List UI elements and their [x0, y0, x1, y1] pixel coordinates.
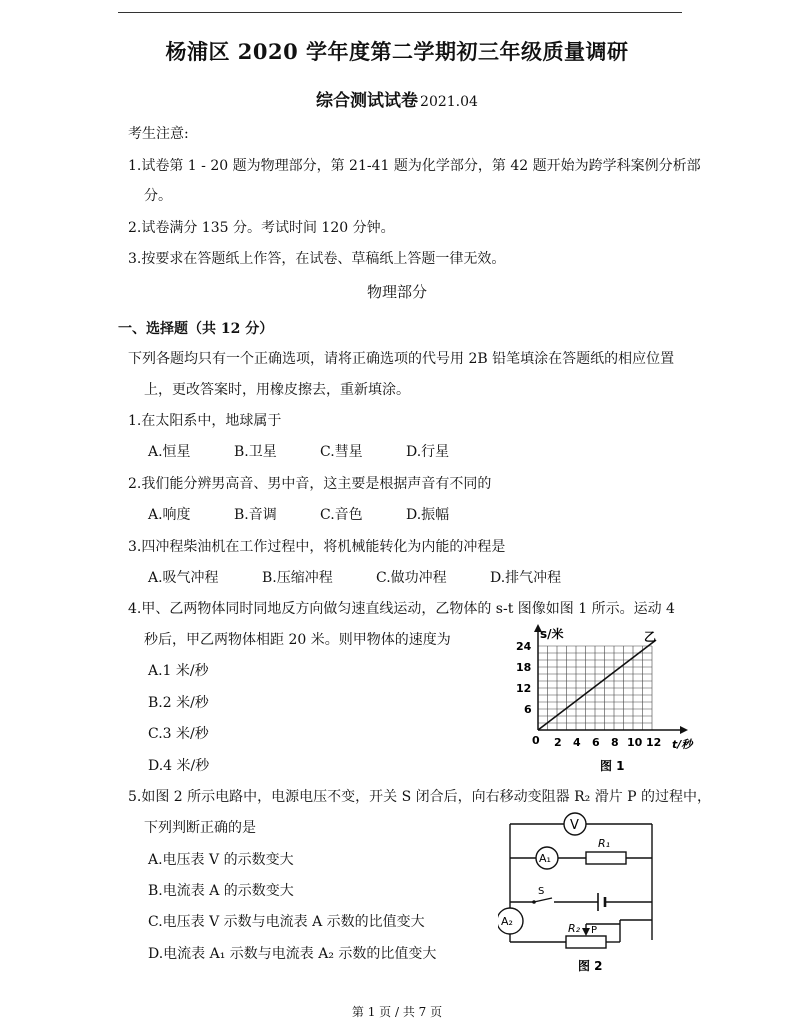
question-3-stem: 3.四冲程柴油机在工作过程中，将机械能转化为内能的冲程是 [128, 539, 506, 555]
option-a: A.吸气冲程 [148, 570, 219, 586]
rheostat-r2 [566, 936, 606, 948]
section-title: 物理部分 [366, 283, 427, 301]
slider-arrow [582, 928, 590, 936]
switch-label: S [538, 886, 545, 897]
option-c: C.音色 [320, 507, 363, 523]
option-c: C.做功冲程 [376, 570, 447, 586]
y-tick-label: 24 [516, 640, 532, 653]
x-tick-label: 8 [611, 736, 619, 749]
option-a: A.恒星 [148, 444, 191, 460]
voltmeter-label: V [570, 818, 579, 833]
page-footer: 第 1 页 / 共 7 页 [351, 1005, 443, 1019]
subtitle-text: 综合测试试卷 [316, 91, 419, 111]
question-4-option-d: D.4 米/秒 [148, 758, 210, 774]
notice-item-1: 1.试卷第 1 - 20 题为物理部分，第 21-41 题为化学部分，第 42 题开始为跨学科案例分析部 [128, 158, 701, 174]
question-4-option-a: A.1 米/秒 [148, 663, 209, 679]
x-tick-label: 4 [573, 736, 581, 749]
x-tick-label: 10 [627, 736, 643, 749]
question-5-option-a: A.电压表 V 的示数变大 [148, 852, 294, 868]
x-axis-arrow [680, 726, 688, 734]
question-2-options [148, 504, 449, 524]
figure-2-circuit [498, 812, 668, 977]
y-axis-label: s/米 [540, 627, 564, 641]
question-1-options [148, 441, 449, 461]
instruction-line-1: 下列各题均只有一个正确选项，请将正确选项的代号用 2B 铅笔填涂在答题纸的相应位置 [128, 351, 675, 367]
r1-label: R₁ [598, 837, 611, 850]
question-5-option-c: C.电压表 V 示数与电流表 A 示数的比值变大 [148, 914, 425, 930]
x-tick-label: 2 [554, 736, 562, 749]
y-tick-label: 6 [524, 703, 532, 716]
switch-contact [532, 900, 536, 904]
r2-label: R₂ [568, 922, 581, 935]
slider-label: P [591, 925, 598, 936]
option-b: B.压缩冲程 [262, 570, 333, 586]
instruction-line-2: 上，更改答案时，用橡皮擦去，重新填涂。 [144, 382, 410, 398]
y-tick-label: 12 [516, 682, 532, 695]
notice-heading: 考生注意: [128, 126, 189, 142]
notice-item-1-cont: 分。 [144, 188, 172, 204]
figure-1-caption: 图 1 [600, 759, 625, 773]
question-4-stem-cont: 秒后，甲乙两物体相距 20 米。则甲物体的速度为 [144, 632, 451, 648]
x-axis-label: t/秒 [672, 738, 693, 751]
header-rule [118, 12, 682, 13]
notice-item-2: 2.试卷满分 135 分。考试时间 120 分钟。 [128, 220, 395, 236]
question-5-stem-cont: 下列判断正确的是 [144, 820, 256, 836]
question-5-option-b: B.电流表 A 的示数变大 [148, 883, 294, 899]
question-5-option-d: D.电流表 A₁ 示数与电流表 A₂ 示数的比值变大 [148, 946, 437, 962]
question-2-stem: 2.我们能分辨男高音、男中音，这主要是根据声音有不同的 [128, 476, 492, 492]
option-d: D.行星 [406, 444, 450, 460]
series-line-yi [538, 640, 656, 730]
figure-2-caption: 图 2 [578, 959, 603, 973]
origin-label: 0 [532, 734, 540, 747]
series-label: 乙 [644, 630, 657, 644]
y-tick-label: 18 [516, 661, 532, 674]
option-b: B.音调 [234, 507, 277, 523]
option-b: B.卫星 [234, 444, 277, 460]
question-4-option-b: B.2 米/秒 [148, 695, 209, 711]
figure-1-chart [500, 624, 700, 776]
x-tick-label: 12 [646, 736, 662, 749]
part-title: 一、选择题（共 12 分） [118, 321, 274, 337]
x-tick-label: 6 [592, 736, 600, 749]
option-a: A.响度 [148, 507, 191, 523]
option-d: D.振幅 [406, 507, 450, 523]
exam-subtitle [0, 86, 794, 111]
question-1-stem: 1.在太阳系中，地球属于 [128, 413, 282, 429]
question-5-stem: 5.如图 2 所示电路中，电源电压不变，开关 S 闭合后，向右移动变阻器 R₂ 滑片 P 的过程中， [128, 789, 712, 805]
exam-title: 杨浦区 2020 学年度第二学期初三年级质量调研 [165, 39, 629, 64]
resistor-r1 [586, 852, 626, 864]
option-c: C.彗星 [320, 444, 363, 460]
exam-date: 2021.04 [420, 94, 478, 110]
question-4-option-c: C.3 米/秒 [148, 726, 209, 742]
ammeter-a2-label: A₂ [501, 915, 513, 928]
question-3-options [148, 567, 561, 587]
ammeter-a1-label: A₁ [539, 852, 551, 865]
notice-item-3: 3.按要求在答题纸上作答，在试卷、草稿纸上答题一律无效。 [128, 251, 506, 267]
option-d: D.排气冲程 [490, 570, 562, 586]
question-4-stem: 4.甲、乙两物体同时同地反方向做匀速直线运动，乙物体的 s-t 图像如图 1 所示。运动 4 [128, 601, 675, 617]
